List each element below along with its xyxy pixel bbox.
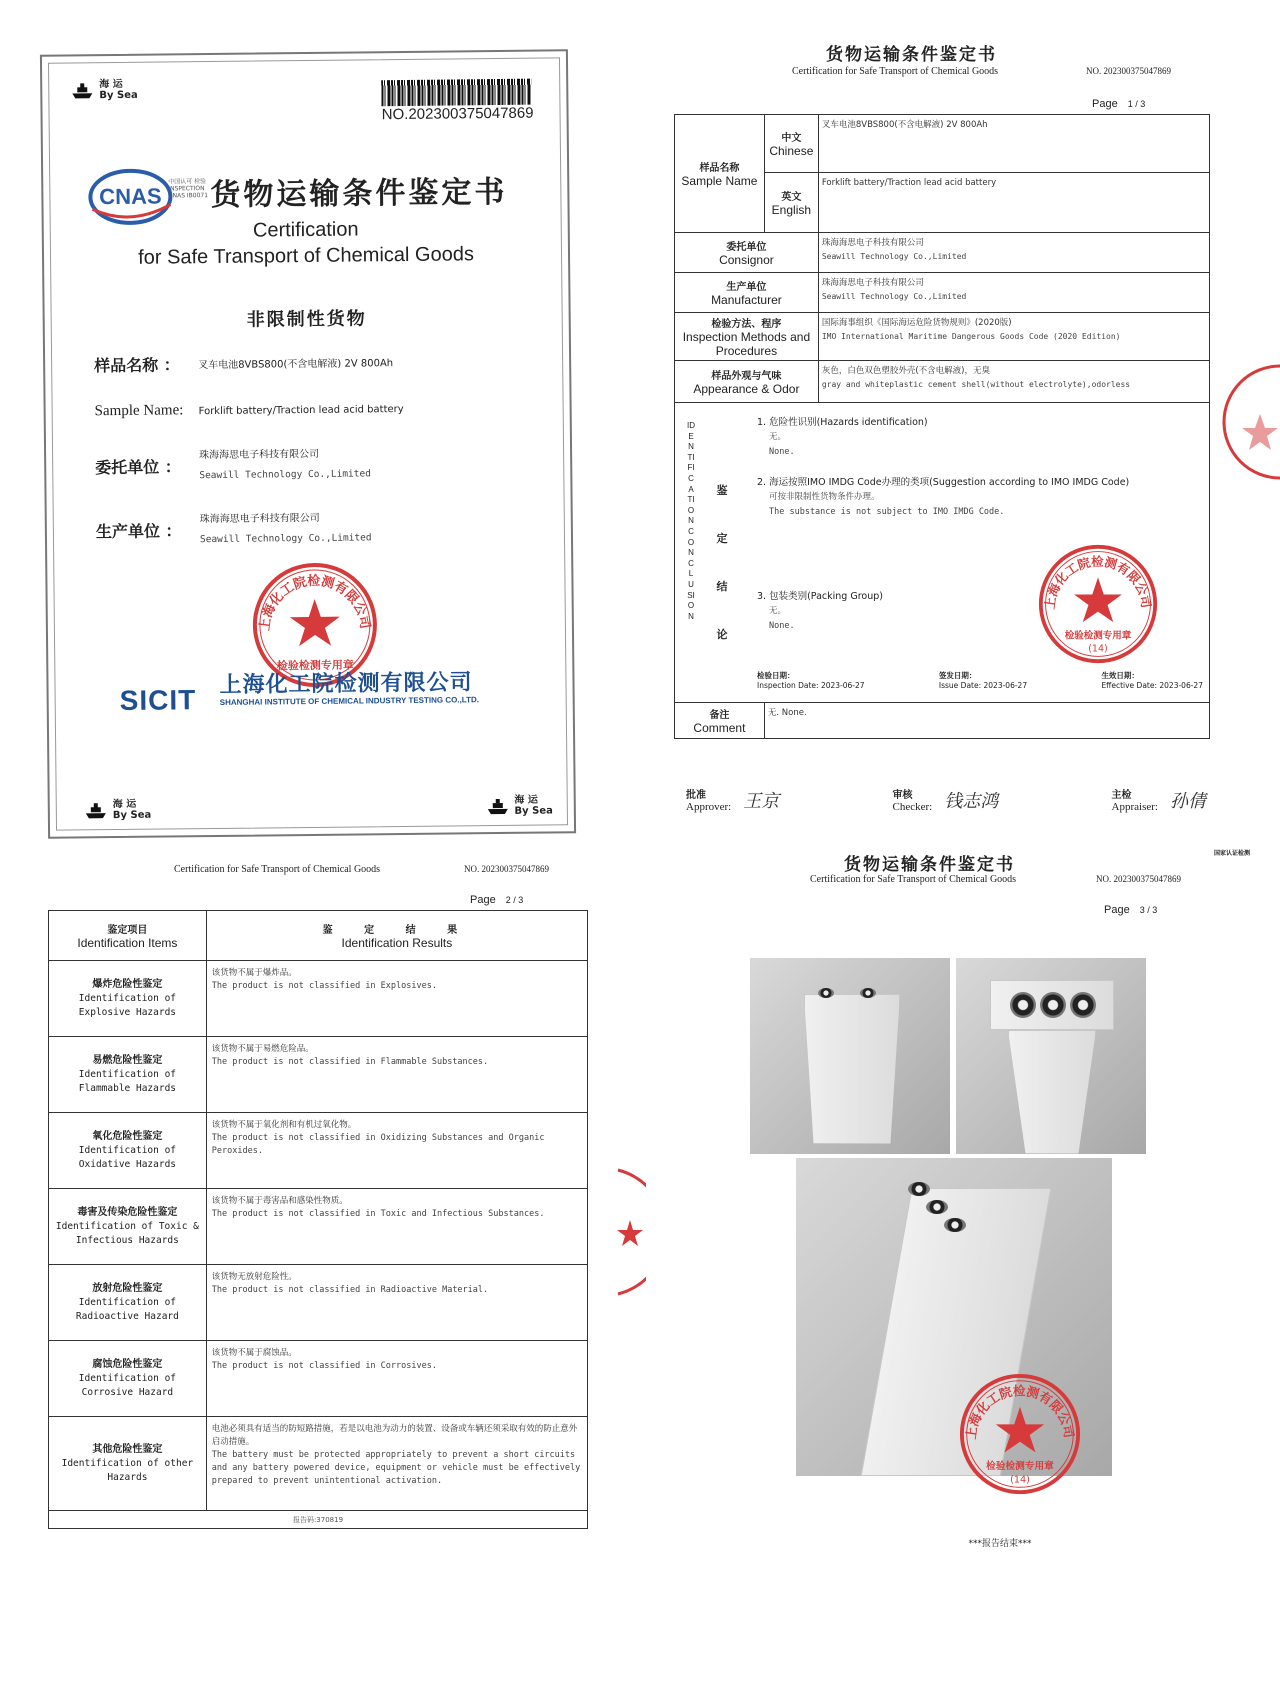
seal-text: 上海化工院检测有限公司 xyxy=(1041,553,1155,611)
battery-photo-front xyxy=(750,958,950,1154)
sample-name-label xyxy=(675,115,765,233)
certificate-number: NO.202300375047869 xyxy=(381,104,534,124)
page1-page-indicator xyxy=(1092,98,1145,110)
manufacturer-value xyxy=(818,273,1209,313)
table-row xyxy=(49,961,588,1037)
conclusion-packing-group xyxy=(757,589,883,634)
page2-page-indicator xyxy=(470,894,523,906)
barcode xyxy=(381,79,531,107)
conclusion-hazards xyxy=(757,415,928,460)
page3-title-en: Certification for Safe Transport of Chemical Goods xyxy=(810,874,1017,885)
chinese-label xyxy=(764,115,818,173)
identification-result xyxy=(206,1189,587,1265)
page1-title-cn: 货物运输条件鉴定书 xyxy=(826,45,997,65)
identification-item xyxy=(49,1417,207,1511)
sample-name-value-cn: 叉车电池8VBS800(不含电解液) 2V 800Ah xyxy=(198,358,394,372)
item-cn: 易燃危险性鉴定 xyxy=(92,1054,163,1066)
page-label: Page xyxy=(1104,904,1130,916)
institute-name-en: SHANGHAI INSTITUTE OF CHEMICAL INDUSTRY TESTING CO.,LTD. xyxy=(219,695,479,707)
battery-terminal xyxy=(908,1182,930,1196)
table-row xyxy=(49,1189,588,1265)
result-cn: 该货物不属于氧化剂和有机过氧化物。 xyxy=(211,1120,357,1130)
value-en: IMO International Maritime Dangerous Goods Code (2020 Edition) xyxy=(821,332,1121,341)
label-en: English xyxy=(771,203,812,217)
identification-item xyxy=(49,961,207,1037)
edge-seal-icon xyxy=(612,1164,646,1300)
label-en: Appearance & Odor xyxy=(693,382,800,396)
label-cn: 检验方法、程序 xyxy=(711,319,782,330)
page1-info-table xyxy=(674,114,1210,739)
label-cn: 备注 xyxy=(709,710,730,721)
header-en: Identification Items xyxy=(77,936,178,950)
sign-label-cn: 主检 xyxy=(1111,790,1132,801)
label-cn: 样品外观与气味 xyxy=(711,371,782,382)
value-cn: 灰色，白色双色塑胶外壳(不含电解液)，无臭 xyxy=(821,366,990,376)
by-sea-badge-bottom-left xyxy=(83,799,152,822)
result-cn: 该货物不属于易燃危险品。 xyxy=(211,1044,314,1054)
value-en: Seawill Technology Co.,Limited xyxy=(821,252,967,261)
by-sea-en: By Sea xyxy=(112,809,152,822)
table-row xyxy=(49,1341,588,1417)
page3-corner-text: 国家认证检测 xyxy=(1213,850,1250,857)
seal-icon xyxy=(958,1372,1082,1496)
item-en: Identification of Oxidative Hazards xyxy=(78,1144,177,1170)
table-row xyxy=(49,1037,588,1113)
inspection-date xyxy=(757,670,865,690)
page-label: Page xyxy=(470,894,496,906)
by-sea-cn: 海 运 xyxy=(112,798,137,811)
page3-title-cn: 货物运输条件鉴定书 xyxy=(844,855,1015,875)
vertical-conclusion-cn: 鉴定结论 xyxy=(716,484,728,641)
label-cn: 英文 xyxy=(781,192,802,203)
item-cn: 氧化危险性鉴定 xyxy=(92,1130,163,1142)
date-label-en: Inspection Date: xyxy=(757,681,819,690)
battery-terminal xyxy=(944,1218,966,1232)
sign-label-en: Checker: xyxy=(892,801,933,813)
sign-label-cn: 批准 xyxy=(686,790,706,801)
cnas-logo-text: CNAS xyxy=(99,183,162,210)
label-cn: 生产单位 xyxy=(726,282,767,293)
seal-number: (14) xyxy=(1088,643,1108,655)
page2-number: NO. 202300375047869 xyxy=(464,864,549,874)
manufacturer-label-cn: 生产单位 ： xyxy=(95,521,182,542)
cover-subtitle: 非限制性货物 xyxy=(246,308,367,331)
label-en: Chinese xyxy=(769,144,814,158)
identification-table xyxy=(48,910,588,1529)
sample-name-value-en: Forklift battery/Traction lead acid battery xyxy=(198,403,404,418)
identification-result xyxy=(206,1417,587,1511)
table-row xyxy=(49,1265,588,1341)
methods-value xyxy=(818,313,1209,361)
seal-bottom-text: 检验检测专用章 xyxy=(986,1460,1054,1472)
result-en: The product is not classified in Toxic and Infectious Substances. xyxy=(211,1209,545,1219)
item-cn: 毒害及传染危险性鉴定 xyxy=(77,1206,178,1218)
value-en: gray and whiteplastic cement shell(without electrolyte),odorless xyxy=(821,380,1131,389)
signature: 孙倩 xyxy=(1169,790,1206,812)
item-en: Identification of other Hazards xyxy=(61,1457,194,1483)
battery-terminal xyxy=(860,988,876,998)
conclusion-heading: 2. 海运按照IMO IMDG Code办理的类项(Suggestion according to IMO IMDG Code) xyxy=(757,477,1130,488)
result-cn: 该货物不属于爆炸品。 xyxy=(211,968,297,978)
sign-label-cn: 审核 xyxy=(892,790,913,801)
item-en: Identification of Explosive Hazards xyxy=(78,992,177,1018)
approver-signature xyxy=(686,786,779,813)
identification-result xyxy=(206,1265,587,1341)
identification-item xyxy=(49,1189,207,1265)
result-cn: 该货物不属于腐蚀品。 xyxy=(211,1348,297,1358)
battery-terminal xyxy=(1070,992,1096,1018)
by-sea-cn: 海 运 xyxy=(514,794,538,806)
identification-item xyxy=(49,1341,207,1417)
seal-bottom-text: 检验检测专用章 xyxy=(1064,630,1132,642)
conclusion-cn: 可按非限制性货物条件办理。 xyxy=(769,492,880,502)
ship-icon xyxy=(69,80,95,100)
vertical-identification-conclusion: IDENTIFICATION CONCLUSION xyxy=(687,421,695,621)
comment-label xyxy=(675,703,765,739)
cover-title-en-line1: Certification xyxy=(252,218,359,242)
page1-title-en: Certification for Safe Transport of Chemical Goods xyxy=(792,66,999,77)
item-en: Identification of Radioactive Hazard xyxy=(75,1296,179,1322)
sicit-logo: SICIT xyxy=(119,684,197,716)
page-label: Page xyxy=(1092,98,1118,110)
page-number: 1 / 3 xyxy=(1127,99,1146,109)
label-cn: 委托单位 xyxy=(726,242,767,253)
page3-page-indicator xyxy=(1104,904,1157,916)
conclusion-heading: 3. 包装类别(Packing Group) xyxy=(757,591,883,602)
item-en: Identification of Toxic & Infectious Hazards xyxy=(55,1220,199,1246)
item-cn: 放射危险性鉴定 xyxy=(92,1282,163,1294)
conclusion-imdg xyxy=(757,475,1205,520)
by-sea-cn: 海 运 xyxy=(99,78,123,91)
appraiser-signature xyxy=(1112,786,1206,813)
battery-photo-top xyxy=(956,958,1146,1154)
value-cn: 珠海海思电子科技有限公司 xyxy=(821,278,924,288)
report-page-3 xyxy=(740,848,1260,1568)
sign-label-en: Approver: xyxy=(686,801,732,813)
page2-title-en: Certification for Safe Transport of Chemical Goods xyxy=(174,864,381,875)
consignor-value-cn: 珠海海思电子科技有限公司 xyxy=(199,448,320,462)
value-en: Seawill Technology Co.,Limited xyxy=(821,292,967,301)
cnas-note: 中国认可 检验 INSPECTION CNAS IB0071 xyxy=(168,178,209,200)
page1-seal xyxy=(1037,543,1159,665)
conclusion-cell xyxy=(675,403,1210,703)
ship-icon xyxy=(484,796,510,816)
english-label xyxy=(764,173,818,233)
table-row xyxy=(49,1417,588,1511)
date-label-en: Issue Date: xyxy=(938,681,982,690)
date-label-cn: 生效日期： xyxy=(1101,671,1139,680)
item-cn: 其他危险性鉴定 xyxy=(92,1443,163,1455)
result-en: The product is not classified in Oxidizing Substances and Organic Peroxides. xyxy=(211,1133,545,1156)
label-en: Comment xyxy=(693,721,746,735)
page1-number: NO. 202300375047869 xyxy=(1086,66,1171,76)
conclusion-en: None. xyxy=(769,621,795,631)
consignor-label xyxy=(675,233,819,273)
cover-title-cn: 货物运输条件鉴定书 xyxy=(210,174,508,214)
col-header-items xyxy=(49,911,207,961)
end-of-report: ***报告结束*** xyxy=(968,1539,1032,1549)
page2-footer: 报告码:370819 xyxy=(49,1511,588,1529)
cover-inner-border xyxy=(48,57,568,830)
identification-item xyxy=(49,1265,207,1341)
date-value: 2023-06-27 xyxy=(1159,681,1203,690)
effective-date xyxy=(1101,670,1203,690)
label-en: Manufacturer xyxy=(711,293,782,307)
identification-item xyxy=(49,1113,207,1189)
label-en: Sample Name xyxy=(681,174,758,188)
comment-value: 无. None. xyxy=(764,703,1209,739)
date-value: 2023-06-27 xyxy=(820,681,865,690)
methods-label xyxy=(675,313,819,361)
result-en: The product is not classified in Flammable Substances. xyxy=(211,1057,489,1067)
col-header-results xyxy=(206,911,587,961)
item-en: Identification of Flammable Hazards xyxy=(78,1068,177,1094)
date-label-cn: 签发日期： xyxy=(938,671,977,680)
consignor-value-en: Seawill Technology Co.,Limited xyxy=(199,468,371,482)
page-number: 2 / 3 xyxy=(505,895,524,905)
signature-row xyxy=(686,786,1206,813)
institute-name-cn: 上海化工院检测有限公司 xyxy=(219,670,473,698)
conclusion-en: The substance is not subject to IMO IMDG Code. xyxy=(769,507,1005,517)
report-page-2 xyxy=(44,840,604,1640)
conclusion-heading: 1. 危险性识别(Hazards identification) xyxy=(757,417,928,428)
identification-result xyxy=(206,1341,587,1417)
sample-name-label-cn: 样品名称 ： xyxy=(94,355,180,376)
identification-rows xyxy=(49,961,588,1511)
manufacturer-label xyxy=(675,273,819,313)
sample-name-cn-value: 叉车电池8VBS800(不含电解液) 2V 800Ah xyxy=(818,115,1209,173)
cover-page xyxy=(40,49,576,838)
appearance-label xyxy=(675,361,819,403)
seal-text: 上海化工院检测有限公司 xyxy=(963,1383,1077,1441)
battery-terminal xyxy=(1040,992,1066,1018)
seal-text: 上海化工院检测有限公司 xyxy=(257,573,373,632)
header-cn: 鉴定项目 xyxy=(107,925,148,936)
header-cn: 鉴 定 结 果 xyxy=(322,925,472,936)
page-number: 3 / 3 xyxy=(1139,905,1158,915)
item-cn: 腐蚀危险性鉴定 xyxy=(92,1358,163,1370)
consignor-label-cn: 委托单位 ： xyxy=(95,457,181,478)
result-cn: 电池必须具有适当的防短路措施，若是以电池为动力的装置、设备或车辆还须采取有效的防止意外启动措施。 xyxy=(211,1424,578,1447)
by-sea-badge-top-left xyxy=(69,79,138,102)
issue-date xyxy=(939,670,1027,690)
result-cn: 该货物无放射危险性。 xyxy=(211,1272,297,1282)
report-page-1 xyxy=(640,0,1264,813)
manufacturer-value-en: Seawill Technology Co.,Limited xyxy=(199,532,372,546)
conclusion-en: None. xyxy=(769,447,795,457)
manufacturer-value-cn: 珠海海思电子科技有限公司 xyxy=(199,512,320,526)
conclusion-cn: 无。 xyxy=(769,606,787,616)
by-sea-en: By Sea xyxy=(514,805,553,817)
signature: 钱志鸿 xyxy=(944,790,999,812)
table-row xyxy=(49,1113,588,1189)
cover-title-en-line2: for Safe Transport of Chemical Goods xyxy=(138,243,474,269)
identification-result xyxy=(206,961,587,1037)
signature: 王京 xyxy=(743,790,780,812)
page3-number: NO. 202300375047869 xyxy=(1096,874,1181,884)
appearance-value xyxy=(818,361,1209,403)
label-cn: 样品名称 xyxy=(699,163,740,174)
battery-terminal xyxy=(926,1200,948,1214)
checker-signature xyxy=(893,786,999,813)
seal-icon xyxy=(1037,543,1159,665)
seal-bottom-text: 检验检测专用章 xyxy=(276,658,354,673)
result-en: The product is not classified in Explosives. xyxy=(211,981,437,991)
dates-row xyxy=(757,670,1203,690)
date-value: 2023-06-27 xyxy=(983,681,1028,690)
by-sea-badge-bottom-right xyxy=(484,794,553,817)
identification-item xyxy=(49,1037,207,1113)
page3-seal xyxy=(958,1372,1082,1496)
item-cn: 爆炸危险性鉴定 xyxy=(92,978,163,990)
label-en: Consignor xyxy=(719,253,774,267)
sample-name-label-en: Sample Name: xyxy=(94,402,184,420)
label-cn: 中文 xyxy=(781,133,802,144)
date-label-cn: 检验日期： xyxy=(757,671,795,680)
ship-icon xyxy=(83,800,109,820)
by-sea-en: By Sea xyxy=(99,89,138,102)
header-en: Identification Results xyxy=(341,936,453,950)
result-cn: 该货物不属于毒害品和感染性物质。 xyxy=(211,1196,348,1206)
sample-name-en-value: Forklift battery/Traction lead acid battery xyxy=(818,173,1209,233)
result-en: The battery must be protected appropriately to prevent a short circuits and any battery powered device, equipment or vehicle must be effectively prepared to prevent unintentional activation. xyxy=(211,1450,581,1486)
battery-terminal xyxy=(1010,992,1036,1018)
date-label-en: Effective Date: xyxy=(1101,681,1157,690)
value-cn: 国际海事组织《国际海运危险货物规则》(2020版) xyxy=(821,318,1012,328)
conclusion-cn: 无。 xyxy=(769,432,787,442)
result-en: The product is not classified in Corrosives. xyxy=(211,1361,437,1371)
identification-result xyxy=(206,1037,587,1113)
edge-seal-icon xyxy=(1220,360,1280,490)
sign-label-en: Appraiser: xyxy=(1111,801,1158,813)
result-en: The product is not classified in Radioactive Material. xyxy=(211,1285,489,1295)
value-cn: 珠海海思电子科技有限公司 xyxy=(821,238,924,248)
consignor-value xyxy=(818,233,1209,273)
identification-result xyxy=(206,1113,587,1189)
battery-terminal xyxy=(818,988,834,998)
label-en: Inspection Methods and Procedures xyxy=(682,330,811,358)
item-en: Identification of Corrosive Hazard xyxy=(78,1372,177,1398)
seal-number: (14) xyxy=(1010,1474,1030,1486)
